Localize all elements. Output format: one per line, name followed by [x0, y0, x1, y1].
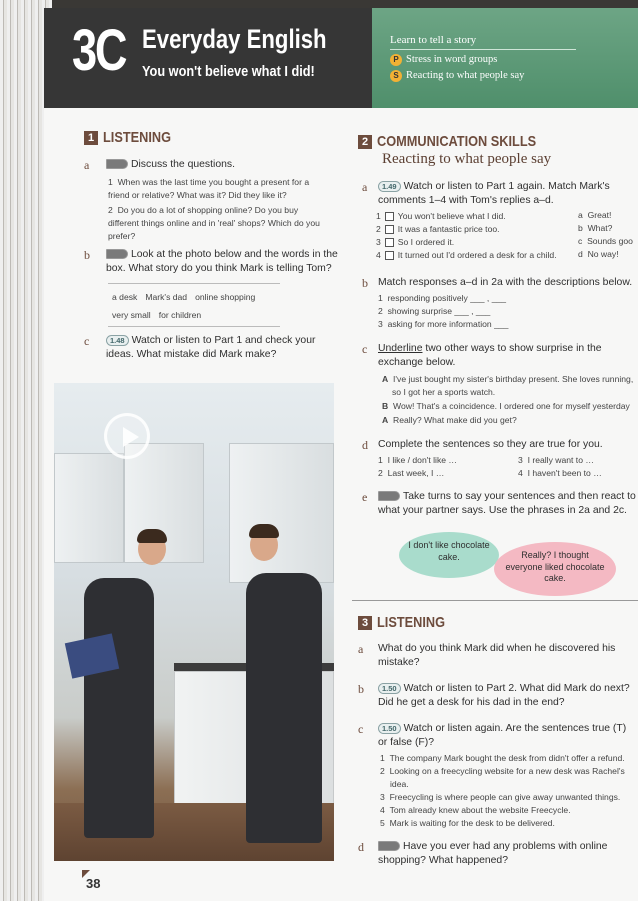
true-false-item: [380, 791, 636, 804]
exercise-letter: b: [84, 248, 90, 262]
exercise-2d: Complete the sentences so they are true for you.: [378, 439, 603, 450]
item-number: 1: [108, 177, 113, 187]
exercise-letter: a: [362, 180, 368, 194]
pronunciation-badge: P: [390, 54, 402, 66]
section-subtitle: Reacting to what people say: [382, 151, 552, 167]
dialogue-line: [382, 414, 517, 427]
reply-item: [578, 223, 638, 233]
exercise-letter: b: [358, 682, 364, 696]
exercise-1b: [106, 248, 338, 277]
exercise-3a: What do you think Mark did when he discovered his mistake?: [378, 643, 616, 669]
goal-text: Reacting to what people say: [406, 70, 525, 81]
goal-text: Stress in word groups: [406, 54, 498, 65]
item-text: Great!: [587, 210, 612, 220]
wall-cabinet: [54, 453, 124, 563]
item-letter: d: [578, 249, 583, 259]
word-box: [108, 283, 280, 327]
exercise-3c: [378, 722, 636, 751]
word: Mark's dad: [145, 292, 188, 302]
exercise-1a: [106, 158, 336, 172]
reply-item: [578, 249, 638, 259]
instruction: Have you ever had any problems with online shopping? What happened?: [378, 841, 608, 867]
sentence-item: [518, 454, 594, 467]
instruction: two other ways to show surprise in the exchange below.: [378, 343, 602, 369]
skills-badge: S: [390, 70, 402, 82]
item-number: 2: [108, 205, 113, 215]
section-communication-skills: [358, 133, 564, 151]
section-title: COMMUNICATION SKILLS: [377, 133, 537, 151]
comment-item: [376, 236, 454, 249]
item-text: When was the last time you bought a present for a friend or relative? What was it? Did they like it?: [108, 177, 310, 200]
exercise-2c: [378, 342, 633, 371]
item-text: Tom already knew about the website Freecycle.: [389, 805, 571, 815]
comment-item: [376, 223, 500, 236]
textbook-page: [44, 8, 638, 901]
exercise-letter: b: [362, 276, 368, 290]
audio-track-badge[interactable]: 1.50: [378, 683, 401, 694]
comment-item: [376, 249, 557, 262]
goal-item: [390, 54, 497, 66]
item-text: So I ordered it.: [397, 237, 455, 247]
person-tom: [246, 573, 322, 843]
word: a desk: [112, 292, 138, 302]
section-listening-1: [84, 129, 183, 147]
item-letter: c: [578, 236, 583, 246]
exercise-3d: [378, 840, 636, 869]
answer-box[interactable]: [385, 251, 394, 260]
instruction: Watch or listen to Part 1 and check your ideas. What mistake did Mark make?: [106, 335, 316, 361]
answer-box[interactable]: [385, 212, 394, 221]
speaking-icon: [106, 249, 128, 259]
reply-item: [578, 236, 638, 246]
item-number: 2: [380, 766, 385, 776]
reply-item: [578, 210, 638, 220]
matching-list: [376, 210, 638, 266]
question-item: [108, 204, 328, 243]
exercise-letter: d: [358, 840, 364, 854]
item-number: 4: [380, 805, 385, 815]
exercise-2b: Match responses a–d in 2a with the descriptions below.: [378, 277, 633, 288]
exercise-letter: c: [362, 342, 368, 356]
item-text: Looking on a freecycling website for a new desk was Rachel's idea.: [389, 766, 625, 789]
item-text: Mark is waiting for the desk to be delivered.: [389, 818, 555, 828]
item-text: Last week, I …: [387, 468, 445, 478]
item-text: Do you do a lot of shopping online? Do you buy different things online and in 'real' shops? Which do you prefer?: [108, 205, 320, 241]
speaking-icon: [378, 491, 400, 501]
line-text: Wow! That's a coincidence. I ordered one for myself yesterday: [393, 401, 630, 411]
sentence-item: [378, 467, 444, 480]
exercise-letter: a: [84, 158, 90, 172]
item-text: showing surprise ___ , ___: [387, 306, 491, 316]
person-tom-hair: [249, 524, 279, 538]
item-text: I haven't been to …: [527, 468, 602, 478]
speaking-icon: [106, 159, 128, 169]
person-mark-hair: [137, 529, 167, 543]
true-false-item: [380, 765, 630, 791]
description-item: [378, 305, 490, 318]
section-divider: [352, 600, 638, 601]
video-play-icon[interactable]: [104, 413, 150, 459]
audio-track-badge[interactable]: 1.50: [378, 723, 401, 734]
speech-bubble-green: I don't like chocolate cake.: [399, 532, 499, 578]
instruction: Look at the photo below and the words in the box. What story do you think Mark is telling Tom?: [106, 249, 338, 275]
section-number: 3: [358, 616, 372, 630]
item-number: 3: [378, 319, 383, 329]
comment-item: [376, 210, 506, 223]
line-text: Really? What make did you get?: [393, 415, 517, 425]
speech-bubble-pink: Really? I thought everyone liked chocolate cake.: [494, 542, 616, 596]
exercise-1c: [106, 334, 338, 363]
exercise-letter: d: [362, 438, 368, 452]
underline-word: Underline: [378, 343, 423, 354]
true-false-item: [380, 752, 636, 765]
story-photo: [54, 383, 334, 861]
speaking-icon: [378, 841, 400, 851]
true-false-item: [380, 817, 555, 830]
answer-box[interactable]: [385, 225, 394, 234]
instruction: Watch or listen to Part 2. What did Mark do next? Did he get a desk for his dad in the end?: [378, 683, 630, 709]
unit-subtitle: You won't believe what I did!: [142, 63, 315, 80]
description-item: [378, 318, 508, 331]
person-mark: [84, 578, 154, 838]
item-number: 4: [376, 250, 381, 260]
item-text: Sounds goo: [587, 236, 633, 246]
item-text: responding positively ___ , ___: [387, 293, 507, 303]
instruction: Discuss the questions.: [131, 159, 235, 170]
exercise-letter: a: [358, 642, 364, 656]
exercise-2e: [378, 490, 638, 519]
item-number: 4: [518, 468, 523, 478]
speaker: A: [382, 415, 389, 425]
goal-item: [390, 70, 524, 82]
description-item: [378, 292, 506, 305]
item-text: asking for more information ___: [387, 319, 509, 329]
item-text: No way!: [587, 249, 619, 259]
goals-title: Learn to tell a story: [390, 34, 576, 50]
section-number: 2: [358, 135, 372, 149]
item-text: It turned out I'd ordered a desk for a child.: [397, 250, 557, 260]
speaker: A: [382, 374, 389, 384]
item-number: 5: [380, 818, 385, 828]
true-false-item: [380, 804, 571, 817]
question-item: [108, 176, 328, 202]
exercise-letter: c: [358, 722, 364, 736]
section-title: LISTENING: [103, 129, 172, 147]
item-number: 3: [518, 455, 523, 465]
section-title: LISTENING: [377, 614, 446, 632]
item-text: It was a fantastic price too.: [397, 224, 500, 234]
answer-box[interactable]: [385, 238, 394, 247]
exercise-letter: e: [362, 490, 368, 504]
item-number: 3: [376, 237, 381, 247]
item-text: I really want to …: [527, 455, 594, 465]
page-number: 38: [86, 876, 101, 891]
audio-track-badge[interactable]: 1.49: [378, 181, 401, 192]
instruction: Watch or listen to Part 1 again. Match Mark's comments 1–4 with Tom's replies a–d.: [378, 181, 610, 207]
item-number: 3: [380, 792, 385, 802]
item-number: 1: [376, 211, 381, 221]
item-text: You won't believe what I did.: [397, 211, 506, 221]
speaker: B: [382, 401, 389, 411]
item-number: 1: [378, 293, 383, 303]
item-text: What?: [587, 223, 613, 233]
instruction: Take turns to say your sentences and then react to what your partner says. Use the phrases in 2a and 2c.: [378, 491, 636, 517]
unit-number: 3C: [72, 18, 126, 83]
line-text: I've just bought my sister's birthday present. She loves running, so I got her a sports watch.: [392, 374, 634, 397]
item-text: I like / don't like …: [387, 455, 458, 465]
item-text: Freecycling is where people can give away unwanted things.: [389, 792, 621, 802]
unit-title: Everyday English: [142, 24, 327, 54]
word: for children: [158, 310, 202, 320]
exercise-3b: [378, 682, 636, 711]
sentence-item: [378, 454, 457, 467]
dialogue-line: [382, 400, 638, 413]
item-number: 2: [378, 306, 383, 316]
wall-cabinet: [229, 443, 334, 583]
item-letter: a: [578, 210, 583, 220]
instruction: Watch or listen again. Are the sentences true (T) or false (F)?: [378, 723, 627, 749]
dialogue-line: [382, 373, 636, 399]
section-listening-3: [358, 614, 457, 632]
word: online shopping: [195, 292, 256, 302]
item-number: 2: [376, 224, 381, 234]
exercise-letter: c: [84, 334, 90, 348]
word: very small: [112, 310, 151, 320]
exercise-2a: [378, 180, 636, 209]
sentence-item: [518, 467, 602, 480]
item-number: 1: [378, 455, 383, 465]
item-number: 1: [380, 753, 385, 763]
section-number: 1: [84, 131, 98, 145]
item-letter: b: [578, 223, 583, 233]
audio-track-badge[interactable]: 1.48: [106, 335, 129, 346]
item-text: The company Mark bought the desk from didn't offer a refund.: [389, 753, 625, 763]
item-number: 2: [378, 468, 383, 478]
